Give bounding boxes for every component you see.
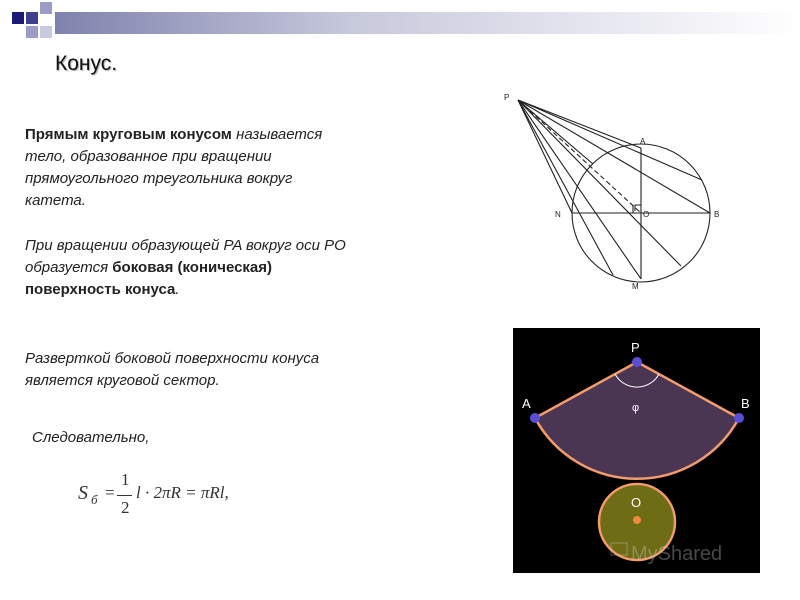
label-phi: φ	[632, 402, 640, 414]
slide-title: Конус.	[55, 52, 118, 75]
center-o-point	[633, 516, 641, 524]
definition-term: Прямым круговым конусом	[25, 126, 232, 143]
definition-paragraph	[25, 124, 355, 212]
formula-rest: l · 2πR = πRl,	[136, 483, 229, 502]
rotation-paragraph: При вращении образующей PA вокруг оси PO образуется боковая (коническая) поверхность конуса.	[25, 237, 346, 298]
formula-equals: =	[105, 483, 115, 502]
slide-header-decoration	[0, 0, 800, 40]
label-o: O	[643, 210, 650, 219]
point-a	[530, 413, 540, 423]
definition-text: называется тело, образованное при вращении прямоугольного треугольника вокруг катета.	[25, 126, 323, 209]
label-b: B	[714, 210, 720, 219]
formula-denominator: 2	[121, 498, 130, 517]
label-m: M	[632, 282, 639, 291]
label-p: P	[631, 340, 640, 355]
lateral-area-formula	[78, 470, 253, 522]
point-p	[632, 357, 642, 367]
consequently-text: Следовательно,	[32, 429, 150, 446]
cone-development-figure	[513, 328, 760, 573]
label-n: N	[555, 210, 561, 219]
generatrix-2	[518, 100, 681, 266]
label-o: O	[631, 495, 642, 510]
cone-figure	[495, 88, 735, 298]
point-b	[734, 413, 744, 423]
label-b: B	[741, 396, 750, 411]
formula-s: S	[78, 482, 88, 504]
development-paragraph: Разверткой боковой поверхности конуса является круговой сектор.	[25, 350, 320, 389]
generatrix-1	[518, 100, 613, 275]
formula-subscript: б	[91, 492, 98, 507]
lateral-surface-term: боковая (коническая) поверхность конуса	[25, 259, 273, 298]
generatrix-pn	[518, 100, 572, 213]
rotation-text: При вращении образующей PA вокруг оси PO образуется	[25, 237, 346, 276]
label-a: A	[640, 137, 646, 146]
lateral-sector	[535, 362, 739, 479]
formula-numerator: 1	[121, 470, 130, 489]
label-p: P	[504, 93, 510, 102]
generatrix-pa	[518, 100, 641, 148]
label-a: A	[522, 396, 531, 411]
formula-fraction-bar	[117, 495, 132, 496]
watermark-text: MyShared	[631, 543, 723, 565]
axis-po	[518, 100, 641, 213]
